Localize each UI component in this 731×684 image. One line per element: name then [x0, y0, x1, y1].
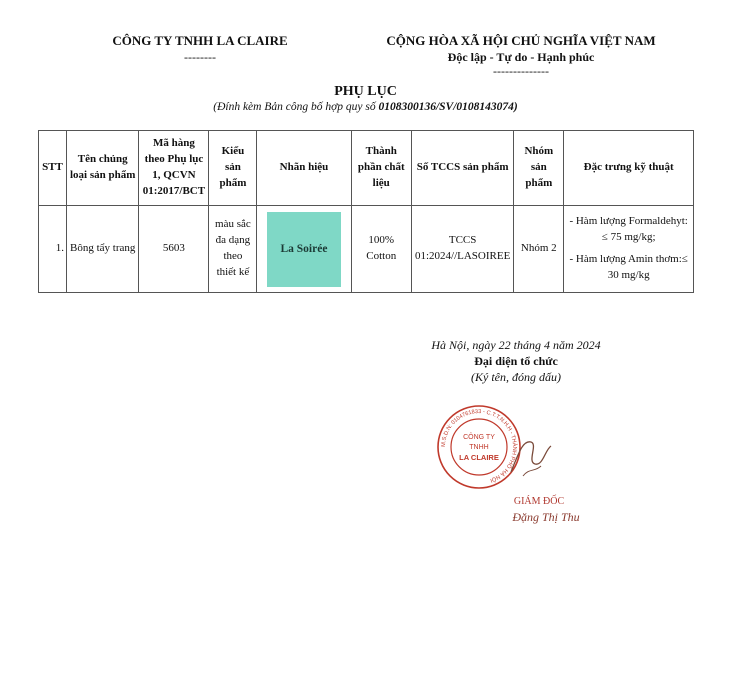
subtitle-number: 0108300136/SV/0108143074)	[378, 101, 518, 113]
spec-formaldehyde: - Hàm lượng Formaldehyt: ≤ 75 mg/kg;	[569, 215, 688, 244]
header-product-type: Tên chủng loại sản phẩm	[66, 131, 138, 206]
seal-line-1: CÔNG TY	[463, 434, 495, 441]
document-title: PHỤ LỤC	[334, 84, 397, 99]
seal-line-3: LA CLAIRE	[459, 453, 499, 462]
director-title: GIÁM ĐỐC	[513, 496, 565, 507]
national-motto: Độc lập - Tự do - Hạnh phúc	[447, 50, 595, 64]
table-header-row	[39, 131, 694, 206]
subtitle-prefix: (Đính kèm Bản công bố hợp quy số	[213, 101, 379, 113]
signature-role: Đại diện tổ chức	[474, 354, 558, 368]
cell-tccs: TCCS 01:2024//LASOIREE	[411, 206, 513, 293]
table-row	[39, 206, 694, 293]
header-stt: STT	[39, 131, 67, 206]
spec-amine: - Hàm lượng Amin thơm:≤ 30 mg/kg	[569, 253, 688, 281]
header-spec: Đặc trưng kỹ thuật	[564, 131, 694, 206]
brand-logo-box	[267, 212, 341, 287]
national-title: CỘNG HÒA XÃ HỘI CHỦ NGHĨA VIỆT NAM	[386, 33, 656, 48]
cell-group: Nhóm 2	[514, 206, 564, 293]
seal-ring-text: M.S.D.N: 0104761833 - C.T.T.N.H.H - THÀNH PHỐ HÀ NỘI	[440, 408, 518, 483]
cell-hs-code: 5603	[139, 206, 209, 293]
header-style: Kiểu sản phẩm	[209, 131, 257, 206]
signature-note: (Ký tên, đóng dấu)	[471, 370, 561, 384]
signature-scribble-icon	[505, 432, 555, 482]
header-hs-code: Mã hàng theo Phụ lục 1, QCVN 01:2017/BCT	[139, 131, 209, 206]
header-brand: Nhãn hiệu	[257, 131, 351, 206]
cell-material: 100% Cotton	[351, 206, 411, 293]
header-tccs: Số TCCS sản phẩm	[411, 131, 513, 206]
motto-divider: --------------	[493, 64, 549, 78]
seal-line-2: TNHH	[469, 444, 489, 451]
document-subtitle	[0, 101, 731, 113]
header-material: Thành phần chất liệu	[351, 131, 411, 206]
cell-stt: 1.	[39, 206, 67, 293]
signer-name: Đặng Thị Thu	[512, 510, 580, 524]
cell-brand	[257, 206, 351, 293]
header-group: Nhóm sản phẩm	[514, 131, 564, 206]
company-divider: --------	[184, 50, 216, 64]
brand-label: La Soirée	[280, 242, 328, 255]
cell-style: màu sắc đa dạng theo thiết kế	[209, 206, 257, 293]
cell-spec	[564, 206, 694, 293]
cell-product-type: Bông tẩy trang	[66, 206, 138, 293]
company-name: CÔNG TY TNHH LA CLAIRE	[112, 33, 288, 48]
annex-table	[38, 130, 694, 293]
signature-date: Hà Nội, ngày 22 tháng 4 năm 2024	[431, 338, 601, 352]
